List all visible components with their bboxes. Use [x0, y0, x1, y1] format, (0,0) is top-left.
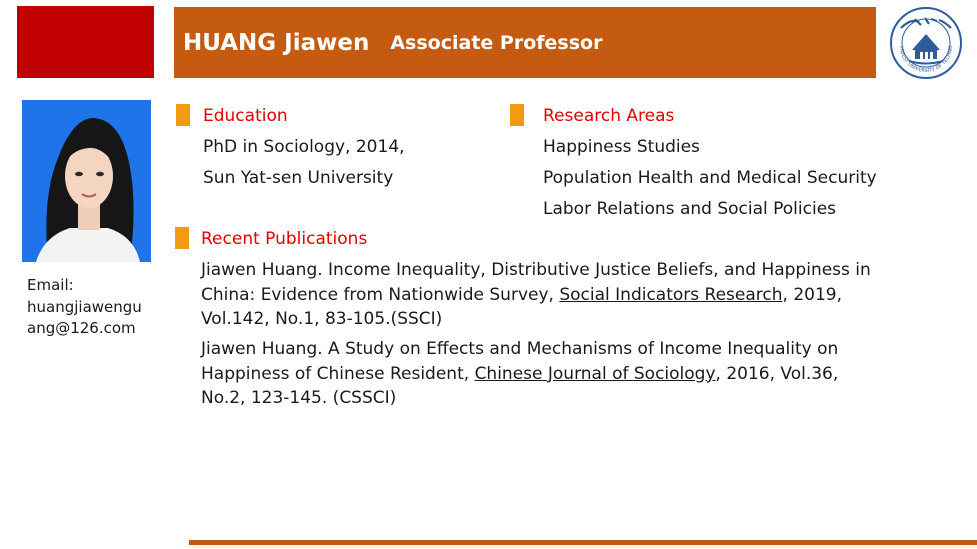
publications-heading: Recent Publications [201, 229, 368, 249]
publication-details: , 2016, Vol.36, No.2, 123-145. (CSSCI) [201, 363, 839, 408]
title-bar [174, 7, 876, 78]
research-bullet [510, 104, 524, 126]
decorative-red-block [17, 6, 154, 78]
publication-entry [201, 258, 881, 332]
publication-journal: Chinese Journal of Sociology [474, 363, 716, 384]
publication-citation: Jiawen Huang. A Study on Effects and Mechanisms of Income Inequality on Happiness of Chinese Resident, [201, 339, 839, 384]
education-heading: Education [203, 106, 288, 126]
publication-citation: Jiawen Huang. Income Inequality, Distributive Justice Beliefs, and Happiness in China: Evidence from Nationwide Survey, [201, 260, 871, 305]
publication-details: , 2019, Vol.142, No.1, 83-105.(SSCI) [201, 284, 842, 329]
email-label: Email: [27, 276, 74, 294]
email-block [27, 275, 142, 340]
bottom-divider [189, 540, 977, 545]
professor-title: Associate Professor [390, 31, 603, 54]
research-heading: Research Areas [543, 106, 675, 126]
publication-entry [201, 337, 881, 411]
education-bullet [176, 104, 190, 126]
research-item: Labor Relations and Social Policies [543, 199, 837, 219]
research-item: Happiness Studies [543, 137, 700, 157]
publication-journal: Social Indicators Research [559, 284, 783, 305]
university-logo [889, 6, 963, 80]
education-line: PhD in Sociology, 2014, [203, 137, 405, 157]
profile-photo [22, 100, 151, 262]
logo-lettering: HWEST UNIVERSITY OF TECHNO [897, 45, 955, 75]
professor-name: HUANG Jiawen [183, 29, 370, 56]
research-item: Population Health and Medical Security [543, 168, 877, 188]
email-address-line-1: huangjiawengu [27, 297, 142, 316]
publications-bullet [175, 227, 189, 249]
education-line: Sun Yat-sen University [203, 168, 394, 188]
email-address-line-2: ang@126.com [27, 319, 136, 337]
